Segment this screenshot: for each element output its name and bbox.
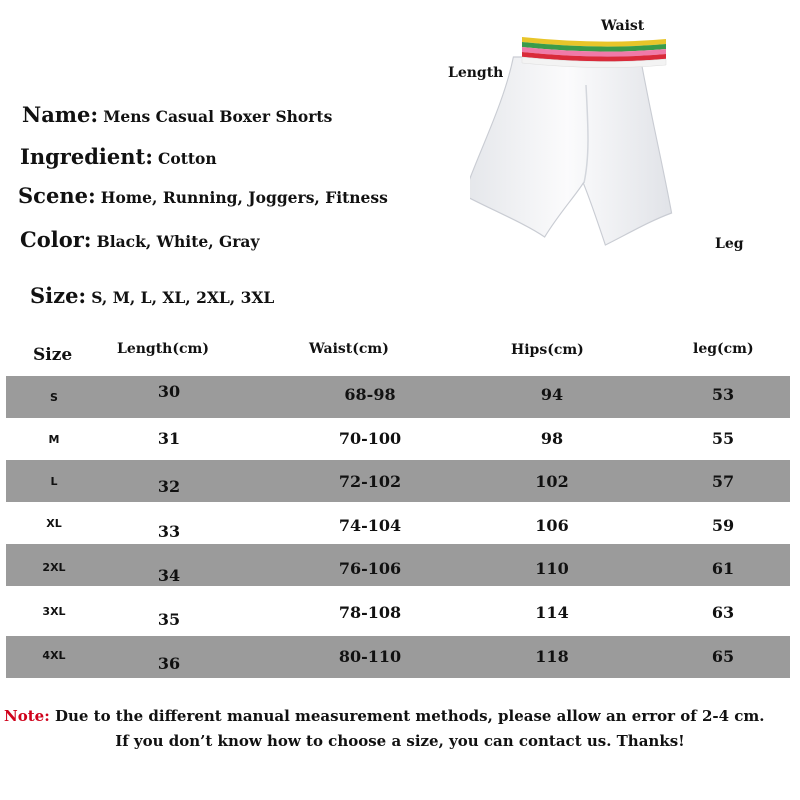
name-label: Name:	[22, 102, 99, 127]
hips-cell: 102	[535, 472, 569, 491]
leg-cell: 53	[711, 385, 735, 404]
color-value: Black, White, Gray	[96, 232, 260, 251]
hips-cell: 114	[535, 603, 569, 622]
length-cell: 35	[157, 610, 181, 629]
waist-cell: 78-108	[338, 603, 402, 622]
ingredient-line	[20, 144, 217, 169]
waist-cell: 68-98	[344, 385, 396, 404]
hips-cell: 118	[535, 647, 569, 666]
table-row	[6, 502, 790, 544]
note-label: Note:	[4, 707, 50, 725]
length-cell: 31	[157, 429, 181, 448]
ingredient-value: Cotton	[158, 149, 217, 168]
length-cell: 32	[157, 477, 181, 496]
scene-line	[18, 183, 388, 208]
waist-cell: 74-104	[338, 516, 402, 535]
size-cell: 2XL	[42, 561, 66, 574]
table-row	[6, 636, 790, 678]
waist-cell: 72-102	[338, 472, 402, 491]
leg-cell: 55	[711, 429, 735, 448]
waist-cell: 80-110	[338, 647, 402, 666]
hips-cell: 106	[535, 516, 569, 535]
ingredient-label: Ingredient:	[20, 144, 153, 169]
header-leg: leg(cm)	[693, 341, 754, 357]
waist-callout: Waist	[601, 18, 645, 34]
size-cell: 3XL	[42, 605, 66, 618]
size-cell: 4XL	[42, 649, 66, 662]
note-line-1	[4, 707, 765, 725]
table-row	[6, 376, 790, 418]
product-name-line	[22, 102, 332, 127]
length-cell: 33	[157, 522, 181, 541]
leg-cell: 57	[711, 472, 735, 491]
waist-cell: 70-100	[338, 429, 402, 448]
leg-callout: Leg	[715, 236, 744, 252]
size-cell: M	[48, 433, 60, 446]
name-value: Mens Casual Boxer Shorts	[103, 107, 333, 126]
hips-cell: 98	[540, 429, 564, 448]
scene-value: Home, Running, Joggers, Fitness	[100, 188, 388, 207]
size-value: S, M, L, XL, 2XL, 3XL	[91, 288, 275, 307]
note-line-2: If you don’t know how to choose a size, you can contact us. Thanks!	[115, 732, 685, 750]
color-line	[20, 227, 259, 252]
length-cell: 30	[157, 382, 181, 401]
length-cell: 36	[157, 654, 181, 673]
size-line	[30, 283, 274, 308]
header-hips: Hips(cm)	[511, 342, 584, 358]
length-cell: 34	[157, 566, 181, 585]
leg-cell: 63	[711, 603, 735, 622]
table-row	[6, 460, 790, 502]
size-cell: S	[50, 391, 58, 404]
table-row	[6, 544, 790, 586]
size-cell: L	[50, 475, 58, 488]
header-waist: Waist(cm)	[309, 341, 389, 357]
color-label: Color:	[20, 227, 92, 252]
header-size: Size	[33, 345, 73, 365]
leg-cell: 59	[711, 516, 735, 535]
shorts-illustration	[470, 25, 680, 255]
scene-label: Scene:	[18, 183, 96, 208]
note-text-1: Due to the different manual measurement methods, please allow an error of 2-4 cm.	[54, 707, 765, 725]
size-label: Size:	[30, 283, 87, 308]
header-length: Length(cm)	[117, 341, 209, 357]
waist-cell: 76-106	[338, 559, 402, 578]
table-row	[6, 418, 790, 460]
size-cell: XL	[46, 517, 62, 530]
leg-cell: 61	[711, 559, 735, 578]
hips-cell: 110	[535, 559, 569, 578]
hips-cell: 94	[540, 385, 564, 404]
length-callout: Length	[448, 65, 504, 81]
table-row	[6, 586, 790, 628]
leg-cell: 65	[711, 647, 735, 666]
